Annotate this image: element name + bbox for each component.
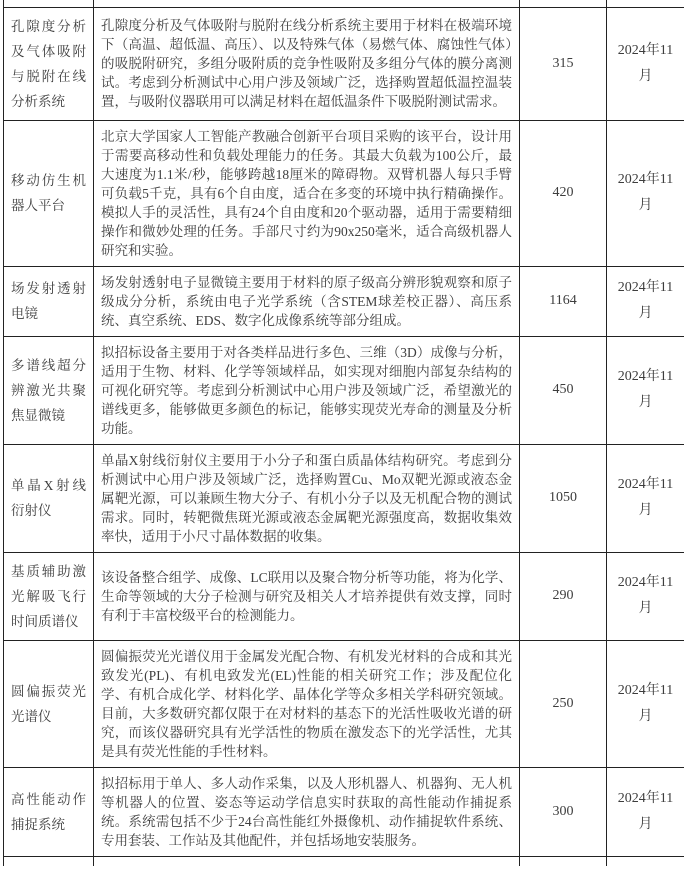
date-cell	[607, 640, 684, 767]
equipment-description: 拟招标用于单人、多人动作采集，以及人形机器人、机器狗、无人机等机器人的位置、姿态等运动学信息实时获取的高性能动作捕捉系统。系统需包括不少于24台高性能红外摄像机、动作捕捉软件系统、专用套装、工作站及其他配件，并包括场地安装服务。	[101, 775, 512, 848]
table-row	[4, 640, 684, 767]
description-cell	[94, 120, 520, 266]
equipment-name-cell	[4, 336, 94, 444]
equipment-name-cell	[4, 120, 94, 266]
cropped-row-bottom	[4, 856, 684, 866]
table-row	[4, 552, 684, 640]
description-cell	[94, 7, 520, 120]
description-cell	[94, 444, 520, 552]
equipment-name: 孔隙度分析及气体吸附与脱附在线分析系统	[11, 18, 86, 109]
empty-cell	[94, 0, 520, 7]
amount-cell	[520, 120, 607, 266]
table-row	[4, 7, 684, 120]
procurement-table	[3, 0, 684, 866]
date-cell	[607, 7, 684, 120]
table-row	[4, 266, 684, 336]
date-value: 2024年11月	[617, 682, 674, 724]
equipment-name-cell	[4, 552, 94, 640]
amount-cell	[520, 266, 607, 336]
table-row	[4, 444, 684, 552]
amount-value: 420	[552, 185, 574, 200]
table-body	[4, 0, 684, 866]
table-row	[4, 336, 684, 444]
empty-cell	[4, 856, 94, 866]
equipment-name-cell	[4, 444, 94, 552]
empty-cell	[520, 0, 607, 7]
amount-cell	[520, 640, 607, 767]
description-cell	[94, 767, 520, 856]
date-cell	[607, 266, 684, 336]
empty-cell	[520, 856, 607, 866]
amount-value: 1050	[549, 490, 577, 505]
equipment-description: 拟招标设备主要用于对各类样品进行多色、三维（3D）成像与分析，适用于生物、材料、化学等领域样品，如实现对细胞内部复杂结构的可视化研究等。考虑到分析测试中心用户涉及领域广泛，希望激光的谱线更多，能够做更多颜色的标记，能够实现荧光寿命的测量及分析功能。	[101, 344, 512, 436]
equipment-name: 单晶X射线衍射仪	[11, 478, 86, 518]
date-cell	[607, 336, 684, 444]
date-value: 2024年11月	[617, 790, 674, 832]
date-value: 2024年11月	[617, 280, 674, 321]
equipment-name: 场发射透射电镜	[11, 281, 86, 321]
amount-cell	[520, 7, 607, 120]
date-value: 2024年11月	[617, 172, 674, 213]
empty-cell	[94, 856, 520, 866]
date-value: 2024年11月	[617, 575, 674, 616]
amount-cell	[520, 444, 607, 552]
amount-value: 315	[552, 55, 574, 71]
equipment-name: 基质辅助激光解吸飞行时间质谱仪	[11, 563, 86, 629]
date-cell	[607, 767, 684, 856]
equipment-description: 圆偏振荧光光谱仪用于金属发光配合物、有机发光材料的合成和其光致发光(PL)、有机电致发光(EL)性能的相关研究工作；涉及配位化学、有机合成化学、材料化学、晶体化学等众多相关学科研究领域。目前，大多数研究都仅限于在对材料的基态下的光活性吸收光谱的研究，而该仪器研究具有光学活性的物质在激发态下的光学活性，尤其是具有荧光性能的手性材料。	[101, 648, 512, 759]
amount-value: 450	[552, 382, 574, 397]
amount-value: 1164	[549, 293, 577, 308]
equipment-name: 高性能动作捕捉系统	[11, 791, 86, 832]
date-cell	[607, 552, 684, 640]
amount-cell	[520, 552, 607, 640]
amount-value: 250	[552, 695, 574, 711]
description-cell	[94, 266, 520, 336]
equipment-description: 单晶X射线衍射仪主要用于小分子和蛋白质晶体结构研究。考虑到分析测试中心用户涉及领域广泛，选择购置Cu、Mo双靶光源或液态金属靶光源，可以兼顾生物大分子、有机小分子以及无机配合物的测试需求。同时，转靶微焦斑光源或液态金属靶光源强度高，数据收集效率快，适用于小尺寸晶体数据的收集。	[101, 452, 512, 544]
amount-cell	[520, 336, 607, 444]
empty-cell	[607, 0, 684, 7]
empty-cell	[607, 856, 684, 866]
description-cell	[94, 552, 520, 640]
equipment-name: 圆偏振荧光光谱仪	[11, 683, 86, 724]
equipment-name: 多谱线超分辨激光共聚焦显微镜	[11, 357, 86, 423]
table-row	[4, 120, 684, 266]
equipment-name-cell	[4, 640, 94, 767]
equipment-description: 北京大学国家人工智能产教融合创新平台项目采购的该平台，设计用于需要高移动性和负载处理能力的任务。其最大负载为100公斤，最大速度为1.1米/秒，能够跨越18厘米的障碍物。双臂机器人每只手臂可负载5千克，具有6个自由度，适合在多变的环境中执行精确操作。模拟人手的灵活性，具有24个自由度和20个驱动器，适用于需要精细操作和微妙处理的任务。手部尺寸约为90x250毫米，适合高级机器人研究和实验。	[101, 128, 512, 258]
cropped-row-top	[4, 0, 684, 7]
equipment-name-cell	[4, 7, 94, 120]
amount-value: 290	[552, 588, 574, 603]
date-cell	[607, 120, 684, 266]
date-cell	[607, 444, 684, 552]
description-cell	[94, 640, 520, 767]
table-row	[4, 767, 684, 856]
description-cell	[94, 336, 520, 444]
amount-value: 300	[552, 803, 574, 819]
equipment-description: 场发射透射电子显微镜主要用于材料的原子级高分辨形貌观察和原子级成分分析，系统由电子光学系统（含STEM球差校正器）、高压系统、真空系统、EDS、数字化成像系统等部分组成。	[101, 274, 512, 328]
date-value: 2024年11月	[617, 369, 674, 410]
date-value: 2024年11月	[617, 42, 674, 84]
equipment-name-cell	[4, 266, 94, 336]
equipment-description: 该设备整合组学、成像、LC联用以及聚合物分析等功能，将为化学、生命等领域的大分子检测与研究及相关人才培养提供有效支撑，同时有利于丰富校级平台的检测能力。	[101, 569, 512, 623]
date-value: 2024年11月	[617, 477, 674, 518]
amount-cell	[520, 767, 607, 856]
equipment-description: 孔隙度分析及气体吸附与脱附在线分析系统主要用于材料在极端环境下（高温、超低温、高压）、以及特殊气体（易燃气体、腐蚀性气体）的吸脱附研究，多组分吸附质的竞争性吸附及多组分气体的膜分离测试。考虑到分析测试中心用户涉及领域广泛，选择购置超低温控温装置，与吸附仪器联用可以满足材料在超低温条件下吸脱附测试需求。	[101, 18, 512, 109]
equipment-name-cell	[4, 767, 94, 856]
empty-cell	[4, 0, 94, 7]
equipment-name: 移动仿生机器人平台	[11, 173, 86, 213]
